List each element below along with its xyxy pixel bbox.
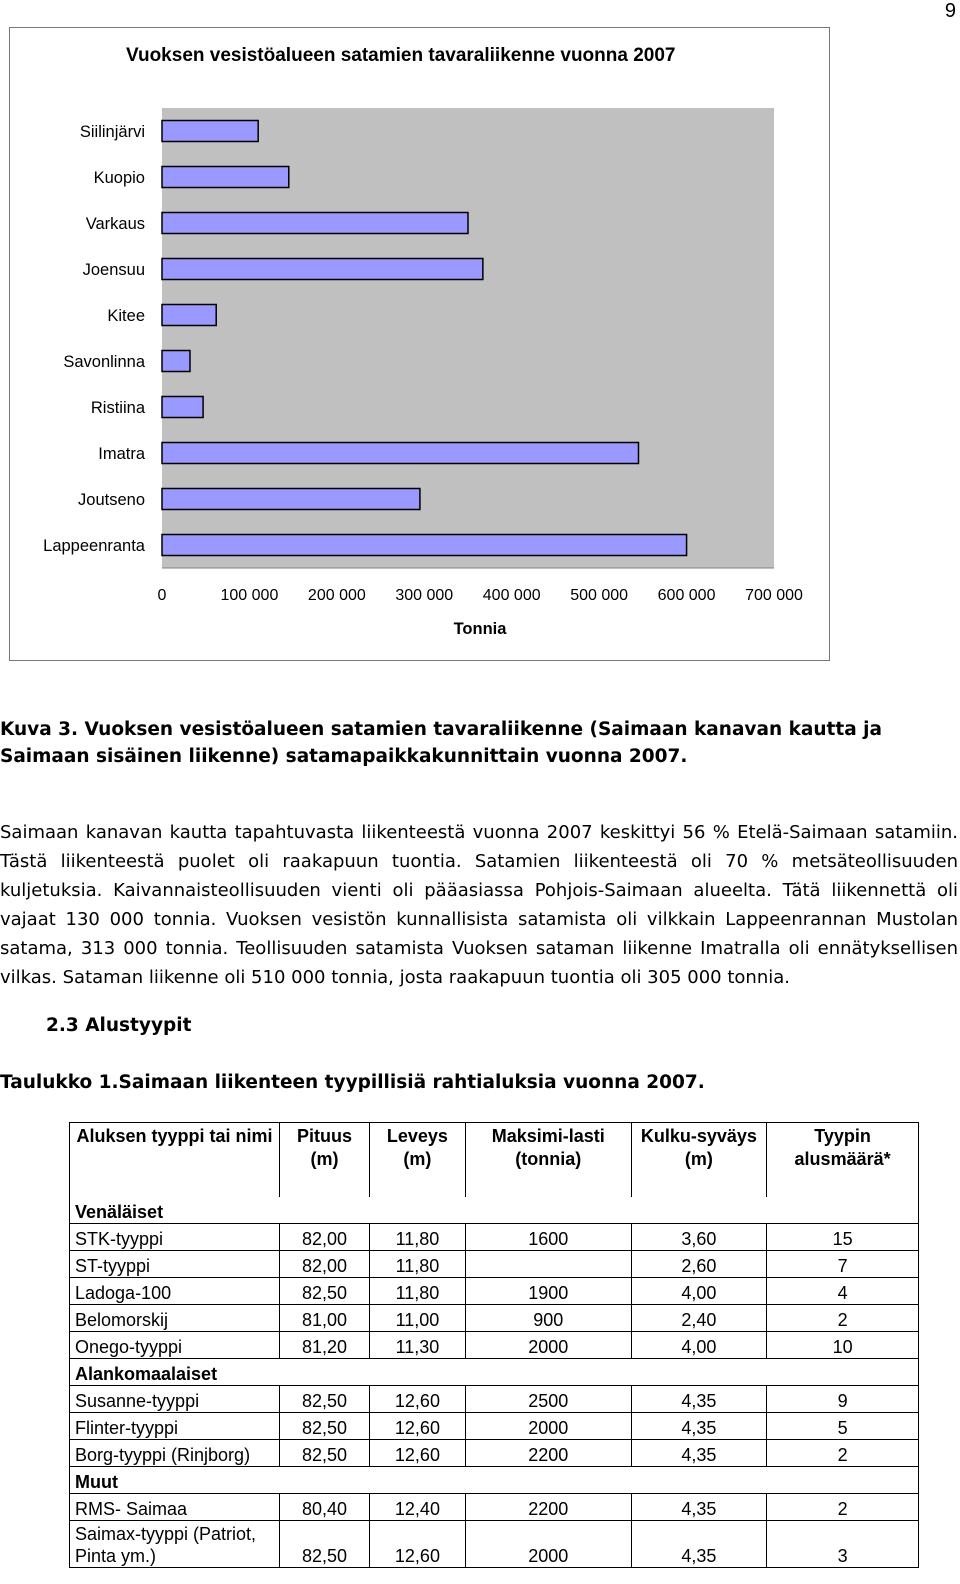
x-tick-label: 700 000: [745, 587, 803, 604]
bar: [162, 305, 216, 326]
table-row: [70, 1251, 919, 1278]
table-row: [70, 1494, 919, 1521]
category-label: Ristiina: [90, 399, 145, 417]
cell-ship-name: Borg-tyyppi (Rinjborg): [70, 1440, 280, 1467]
table-row: [70, 1278, 919, 1305]
category-label: Siilinjärvi: [79, 123, 145, 141]
header-ship-type: Aluksen tyyppi tai nimi: [70, 1123, 280, 1197]
category-label: Savonlinna: [63, 353, 145, 371]
cell-value: 1600: [465, 1224, 631, 1251]
x-tick-label: 400 000: [482, 587, 541, 604]
header-ship-count: Tyypin alusmäärä*: [767, 1123, 919, 1197]
header-width: Leveys (m): [369, 1123, 465, 1197]
cell-value: 4,00: [631, 1332, 767, 1359]
bar: [162, 259, 483, 280]
figure-caption: Kuva 3. Vuoksen vesistöalueen satamien tavaraliikenne (Saimaan kanavan kautta ja Saimaan sisäinen liikenne) satamapaikkakunnittain vuonna 2007.: [0, 719, 882, 767]
cell-value: 2,40: [631, 1305, 767, 1332]
x-tick-label: 600 000: [657, 587, 716, 604]
cell-value: 2: [767, 1440, 919, 1467]
cell-value: 12,40: [369, 1494, 465, 1521]
cell-value: [465, 1251, 631, 1278]
x-tick-label: 500 000: [570, 587, 629, 604]
cell-value: 900: [465, 1305, 631, 1332]
bar: [162, 121, 258, 142]
cell-value: 4,35: [631, 1413, 767, 1440]
table-row: [70, 1305, 919, 1332]
table-row: [70, 1440, 919, 1467]
table-row: [70, 1521, 919, 1568]
table-group-row: [70, 1467, 919, 1494]
x-axis-title: Tonnia: [453, 620, 507, 638]
cell-value: 4: [767, 1278, 919, 1305]
chart-canvas: [10, 28, 831, 662]
table-row: [70, 1332, 919, 1359]
cell-ship-name: ST-tyyppi: [70, 1251, 280, 1278]
bar: [162, 535, 687, 556]
cell-value: 5: [767, 1413, 919, 1440]
cell-value: 12,60: [369, 1521, 465, 1568]
cell-ship-name: RMS- Saimaa: [70, 1494, 280, 1521]
body-paragraph: Saimaan kanavan kautta tapahtuvasta liikenteestä vuonna 2007 keskittyi 56 % Etelä-Saimaan satamiin. Tästä liikenteestä puolet oli raakapuun tuontia. Satamien liikenteestä oli 70 % metsäteollisuuden kuljetuksia. Kaivannaisteollisuuden vienti oli pääasiassa Pohjois-Saimaan alueelta. Tätä liikennettä oli vajaat 130 000 tonnia. Vuoksen vesistön kunnallisista satamista oli vilkkain Lappeenrannan Mustolan satama, 313 000 tonnia. Teollisuuden satamista Vuoksen sataman liikenne Imatralla oli ennätyksellisen vilkas. Sataman liikenne oli 510 000 tonnia, josta raakapuun tuontia oli 305 000 tonnia.: [0, 822, 958, 988]
table-row: [70, 1413, 919, 1440]
header-draught: Kulku-syväys (m): [631, 1123, 767, 1197]
cell-value: 2200: [465, 1494, 631, 1521]
bar: [162, 213, 468, 234]
category-label: Lappeenranta: [43, 537, 145, 555]
x-tick-label: 200 000: [307, 587, 366, 604]
cell-value: 82,50: [280, 1386, 370, 1413]
cell-value: 4,35: [631, 1494, 767, 1521]
header-length: Pituus (m): [280, 1123, 370, 1197]
cell-value: 11,00: [369, 1305, 465, 1332]
category-label: Joensuu: [82, 261, 145, 279]
cell-value: 11,80: [369, 1278, 465, 1305]
cell-ship-name: Flinter-tyyppi: [70, 1413, 280, 1440]
table-row: [70, 1224, 919, 1251]
cell-value: 11,80: [369, 1224, 465, 1251]
group-label: Muut: [70, 1467, 919, 1494]
cell-value: 82,50: [280, 1413, 370, 1440]
category-label: Joutseno: [78, 491, 145, 509]
category-label: Kitee: [107, 307, 145, 325]
cell-ship-name: STK-tyyppi: [70, 1224, 280, 1251]
bar-chart: [9, 27, 830, 661]
category-label: Imatra: [98, 445, 145, 463]
cell-value: 2000: [465, 1413, 631, 1440]
table-caption: Taulukko 1.Saimaan liikenteen tyypillisiä rahtialuksia vuonna 2007.: [0, 1072, 705, 1093]
cell-value: 1900: [465, 1278, 631, 1305]
cell-value: 2500: [465, 1386, 631, 1413]
bar: [162, 443, 638, 464]
header-max-cargo: Maksimi-lasti (tonnia): [465, 1123, 631, 1197]
cell-value: 3: [767, 1521, 919, 1568]
cell-value: 4,35: [631, 1521, 767, 1568]
category-label: Varkaus: [85, 215, 145, 233]
section-heading: 2.3 Alustyypit: [46, 1015, 192, 1036]
cell-ship-name: Susanne-tyyppi: [70, 1386, 280, 1413]
cell-value: 81,20: [280, 1332, 370, 1359]
x-tick-label: 100 000: [220, 587, 279, 604]
cell-ship-name: Onego-tyyppi: [70, 1332, 280, 1359]
table-group-row: [70, 1197, 919, 1224]
cell-value: 12,60: [369, 1386, 465, 1413]
cell-value: 15: [767, 1224, 919, 1251]
cell-value: 82,50: [280, 1278, 370, 1305]
cell-value: 82,00: [280, 1224, 370, 1251]
cell-value: 80,40: [280, 1494, 370, 1521]
x-tick-label: 0: [157, 587, 167, 604]
table-group-row: [70, 1359, 919, 1386]
page-number: 9: [944, 0, 956, 22]
category-label: Kuopio: [93, 169, 145, 187]
cell-value: 11,80: [369, 1251, 465, 1278]
cell-value: 12,60: [369, 1413, 465, 1440]
table-header-row: [70, 1123, 919, 1197]
bar: [162, 167, 289, 188]
cell-value: 2000: [465, 1332, 631, 1359]
cell-value: 12,60: [369, 1440, 465, 1467]
cell-value: 2: [767, 1494, 919, 1521]
cell-value: 2,60: [631, 1251, 767, 1278]
group-label: Venäläiset: [70, 1197, 919, 1224]
cell-ship-name: Ladoga-100: [70, 1278, 280, 1305]
cell-value: 7: [767, 1251, 919, 1278]
cell-value: 11,30: [369, 1332, 465, 1359]
cell-value: 2: [767, 1305, 919, 1332]
cell-value: 10: [767, 1332, 919, 1359]
ship-types-table: [69, 1122, 919, 1568]
group-label: Alankomaalaiset: [70, 1359, 919, 1386]
cell-ship-name: Belomorskij: [70, 1305, 280, 1332]
cell-value: 4,35: [631, 1440, 767, 1467]
table-row: [70, 1386, 919, 1413]
cell-value: 81,00: [280, 1305, 370, 1332]
bar: [162, 351, 190, 372]
cell-ship-name: Saimax-tyyppi (Patriot, Pinta ym.): [70, 1521, 280, 1568]
cell-value: 82,00: [280, 1251, 370, 1278]
cell-value: 9: [767, 1386, 919, 1413]
cell-value: 82,50: [280, 1521, 370, 1568]
cell-value: 2000: [465, 1521, 631, 1568]
cell-value: 4,00: [631, 1278, 767, 1305]
x-tick-label: 300 000: [395, 587, 454, 604]
bar: [162, 489, 420, 510]
bar: [162, 397, 203, 418]
cell-value: 2200: [465, 1440, 631, 1467]
cell-value: 3,60: [631, 1224, 767, 1251]
chart-title: Vuoksen vesistöalueen satamien tavaraliikenne vuonna 2007: [126, 45, 676, 66]
cell-value: 4,35: [631, 1386, 767, 1413]
cell-value: 82,50: [280, 1440, 370, 1467]
